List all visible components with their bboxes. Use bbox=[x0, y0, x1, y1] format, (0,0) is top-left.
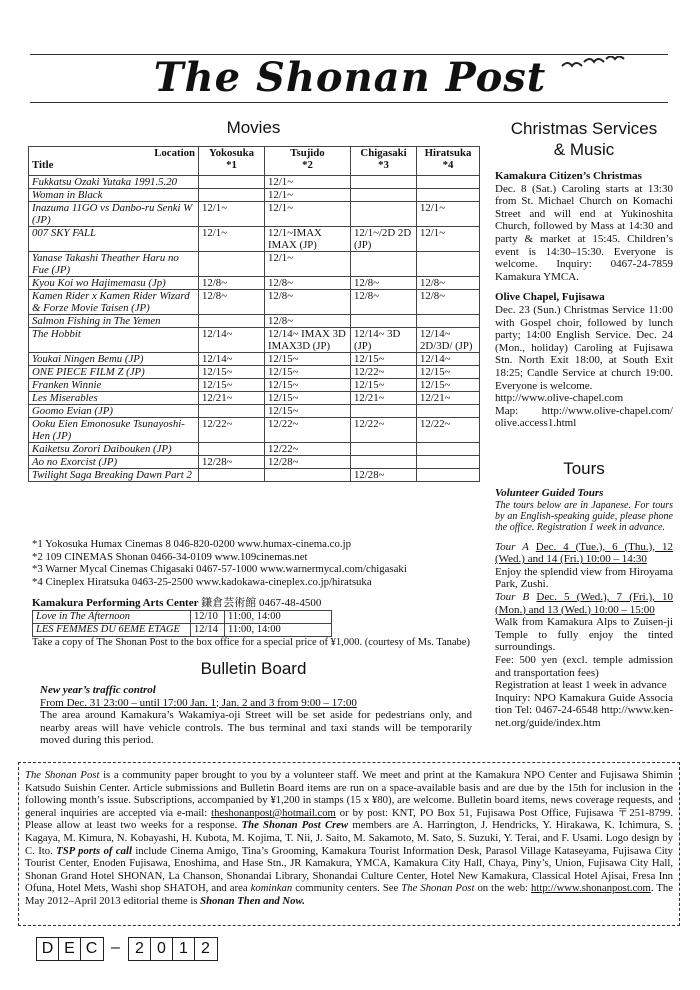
kpac-name-jp: 鎌倉芸術館 bbox=[201, 597, 257, 609]
title-label: Title bbox=[32, 159, 54, 171]
table-row bbox=[33, 611, 332, 624]
movie-title: Kamen Rider x Kamen Rider Wizard & Forze Movie Taisen (JP) bbox=[29, 290, 199, 315]
showing-date: 12/1~/2D 2D (JP) bbox=[351, 227, 417, 252]
showing-date: 12/22~ bbox=[417, 418, 480, 443]
table-row bbox=[29, 443, 480, 456]
date-char: 2 bbox=[129, 938, 151, 960]
movie-title: Ao no Exorcist (JP) bbox=[29, 456, 199, 469]
website-link[interactable]: http://www.shonanpost.com bbox=[531, 882, 651, 895]
event-url[interactable]: http://www.olive-chapel.com bbox=[495, 392, 624, 405]
footnote: *1 Yokosuka Humax Cinemas 8 046-820-0200 www.humax-cinema.co.jp bbox=[32, 538, 351, 550]
email-link[interactable]: theshonanpost@hotmail.com bbox=[211, 806, 336, 819]
showing-date: 12/1~ bbox=[265, 189, 351, 202]
showing-date: 12/14~ bbox=[199, 353, 265, 366]
tours-heading: Tours bbox=[563, 459, 605, 478]
editorial-theme: Shonan Then and Now. bbox=[200, 894, 305, 907]
info-box: The Shonan Post is a community paper brought to you by a volunteer staff. We meet and print at the Kamakura NPO Center and Fujisawa Shimin Katsudo Suishin Center. Article submissions and Bulletin Board items are run on a space-available basis and are due by the 15th for inclusion in the following month’s issue. Subscriptions, accompanied by ¥1,200 in stamps (15 x ¥80), are welcome. Bulletin board items, news coverage requests, and general inquiries are accepted via e-mail: theshonanpost@hotmail.com or by post: KNT, PO Box 51, Fujisawa Post Office, Fujisawa 〒251-8799. Please allow at least two weeks for a response. The Shonan Post Crew members are A. Harrington, J. Hendricks, Y. Hirakawa, K. Ichimura, S. Kagaya, M. Kimura, N. Kobayashi, H. Kubota, M. Kojima, T. Nii, J. Saito, M. Sakamoto, M. Sato, S. Suzuki, Y. Terai, and F. Usami. Logo design by C. Ito. TSP ports of call include Cinema Amigo, Tina’s Grooming, Kamakura Tourist Information Desk, Parasol Village Kataseyama, Fujisawa City Tourist Center, Enoden Fujisawa, Enoshima, and Hase Stn., JR Kamakura, YMCA, Kamakura City Hall, Chaya, Piny’s, Union, Fujisawa City Hall, Shonan Grand Hotel SHONAN, La Chanson, Shonandai Library, Shonandai Culture Center, Hotel New Kamakura, Classical Hotel Ajisai, Fresa Inn Ofuna, Hotel Mets, Washi shop SHATOH, and area kominkan community centers. See The Shonan Post on the web: http://www.shonanpost.com. The May 2012–April 2013 editorial theme is Shonan Then and Now. bbox=[18, 762, 680, 926]
tour-b-body: Walk from Kamakura Alps to Zuisen-ji Temple to fully enjoy the tinted surroundings. bbox=[495, 616, 673, 654]
showing-date: 12/21~ bbox=[417, 392, 480, 405]
showing-date: 12/1~ bbox=[265, 176, 351, 189]
showing-date bbox=[199, 443, 265, 456]
movie-title: Twilight Saga Breaking Dawn Part 2 bbox=[29, 469, 199, 482]
date-char: 2 bbox=[201, 940, 210, 957]
event-map-url[interactable]: Map: http://www.olive-chapel.com/ olive.access1.html bbox=[495, 404, 673, 430]
bulletin-item-title: New year’s traffic control bbox=[40, 684, 156, 696]
showing-date bbox=[351, 456, 417, 469]
table-row bbox=[29, 353, 480, 366]
kpac-name: Kamakura Performing Arts Center bbox=[32, 597, 199, 609]
tours-title: Volunteer Guided Tours bbox=[495, 487, 604, 499]
location-label: Location bbox=[154, 147, 195, 159]
kpac-time: 11:00, 14:00 bbox=[225, 624, 332, 637]
theater-header: Hiratsuka *4 bbox=[417, 147, 480, 176]
table-row bbox=[29, 392, 480, 405]
kpac-date: 12/14 bbox=[191, 624, 225, 637]
showing-date bbox=[351, 176, 417, 189]
showing-date: 12/14~ 2D/3D/ (JP) bbox=[417, 328, 480, 353]
showing-date bbox=[351, 202, 417, 227]
table-row bbox=[33, 624, 332, 637]
date-char: D bbox=[37, 938, 59, 960]
showing-date: 12/15~ bbox=[199, 366, 265, 379]
showing-date: 12/1~ bbox=[265, 202, 351, 227]
date-char: 1 bbox=[173, 938, 195, 960]
issue-month bbox=[36, 937, 104, 961]
showing-date: 12/15~ bbox=[265, 392, 351, 405]
movie-title: Les Miserables bbox=[29, 392, 199, 405]
movie-title: Yanase Takashi Theather Haru no Fue (JP) bbox=[29, 252, 199, 277]
showing-date bbox=[351, 315, 417, 328]
showing-date bbox=[417, 443, 480, 456]
showing-date: 12/15~ bbox=[351, 379, 417, 392]
kpac-phone: 0467-48-4500 bbox=[259, 597, 322, 609]
showing-date: 12/8~ bbox=[265, 315, 351, 328]
movie-title: 007 SKY FALL bbox=[29, 227, 199, 252]
showing-date: 12/8~ bbox=[351, 277, 417, 290]
showing-date bbox=[417, 456, 480, 469]
table-row bbox=[29, 277, 480, 290]
movie-title: Fukkatsu Ozaki Yutaka 1991.5.20 bbox=[29, 176, 199, 189]
table-row bbox=[29, 456, 480, 469]
showing-date bbox=[265, 469, 351, 482]
issue-year bbox=[128, 937, 218, 961]
showing-date: 12/15~ bbox=[417, 379, 480, 392]
showing-date bbox=[351, 443, 417, 456]
movie-title: The Hobbit bbox=[29, 328, 199, 353]
issue-dash: – bbox=[111, 939, 120, 956]
showing-date bbox=[417, 252, 480, 277]
theater-footnotes bbox=[32, 538, 482, 588]
movie-title: Salmon Fishing in The Yemen bbox=[29, 315, 199, 328]
christmas-section bbox=[495, 170, 673, 430]
showing-date: 12/8~ bbox=[265, 277, 351, 290]
showing-date: 12/21~ bbox=[199, 392, 265, 405]
showing-date: 12/22~ bbox=[199, 418, 265, 443]
bulletin-item-dates: From Dec. 31 23:00 – until 17:00 Jan. 1; Jan. 2 and 3 from 9:00 – 17:00 bbox=[40, 696, 357, 709]
kpac-title: Love in The Afternoon bbox=[33, 611, 191, 624]
bulletin-item-body: The area around Kamakura’s Wakamiya-oji Street will be set aside for pedestrians only, and nearby areas will have vehicle controls. The bus terminal and taxi stands will be temporarily moved during this period. bbox=[40, 709, 472, 746]
showing-date: 12/8~ bbox=[417, 290, 480, 315]
date-char: C bbox=[85, 940, 98, 957]
showing-date: 12/8~ bbox=[199, 290, 265, 315]
showing-date: 12/22~ bbox=[265, 443, 351, 456]
showing-date: 12/8~ bbox=[417, 277, 480, 290]
table-row bbox=[29, 176, 480, 189]
footnote: *2 109 CINEMAS Shonan 0466-34-0109 www.109cinemas.net bbox=[32, 550, 308, 563]
showing-date bbox=[199, 176, 265, 189]
showing-date bbox=[351, 252, 417, 277]
movie-title: Woman in Black bbox=[29, 189, 199, 202]
footnote: *4 Cineplex Hiratsuka 0463-25-2500 www.kadokawa-cineplex.co.jp/hiratsuka bbox=[32, 575, 372, 588]
kpac-title: LES FEMMES DU 6EME ETAGE bbox=[33, 624, 191, 637]
showing-date: 12/14~ IMAX 3D IMAX3D (JP) bbox=[265, 328, 351, 353]
showing-date bbox=[417, 469, 480, 482]
showing-date bbox=[199, 405, 265, 418]
event-body: Dec. 8 (Sat.) Caroling starts at 13:30 from St. Michael Church on Komachi Street and will end at Yukinoshita Church, followed by Mass at 14:30 and party & market at 15:45. Children’s event is 14:30–15:30. Everyone is welcome. Inquiry: 0467-24-7859 Kamakura YMCA. bbox=[495, 182, 673, 283]
tours-intro: The tours below are in Japanese. For tours by an English-speaking guide, please phone the office. Registration 1 week in advance. bbox=[495, 499, 673, 533]
bulletin-heading: Bulletin Board bbox=[200, 659, 307, 678]
event-title: Olive Chapel, Fujisawa bbox=[495, 291, 605, 304]
showing-date: 12/14~ 3D (JP) bbox=[351, 328, 417, 353]
date-char: E bbox=[59, 938, 81, 960]
tour-registration: Registration at least 1 week in advance bbox=[495, 679, 667, 692]
showing-date bbox=[417, 405, 480, 418]
movie-title: Youkai Ningen Bemu (JP) bbox=[29, 353, 199, 366]
paper-name: The Shonan Post bbox=[401, 882, 475, 895]
table-row bbox=[29, 227, 480, 252]
table-row bbox=[29, 290, 480, 315]
table-row bbox=[29, 418, 480, 443]
theater-header: Tsujido *2 bbox=[265, 147, 351, 176]
movies-table bbox=[28, 146, 480, 482]
table-row bbox=[29, 328, 480, 353]
christmas-heading: Christmas Services & Music bbox=[510, 119, 658, 159]
movie-title: ONE PIECE FILM Z (JP) bbox=[29, 366, 199, 379]
kpac-note: Take a copy of The Shonan Post to the box office for a special price of ¥1,000. (courtesy of Ms. Tanabe) bbox=[32, 637, 470, 648]
seagulls-icon bbox=[560, 56, 630, 80]
movie-title: Kaiketsu Zorori Daibouken (JP) bbox=[29, 443, 199, 456]
paper-name: The Shonan Post bbox=[25, 769, 100, 781]
showing-date: 12/8~ bbox=[199, 277, 265, 290]
kpac-table bbox=[32, 610, 332, 637]
showing-date: 12/22~ bbox=[351, 366, 417, 379]
theater-header: Chigasaki *3 bbox=[351, 147, 417, 176]
date-char: 0 bbox=[151, 938, 173, 960]
table-row bbox=[29, 315, 480, 328]
showing-date bbox=[199, 189, 265, 202]
showing-date: 12/15~ bbox=[199, 379, 265, 392]
masthead-title: The Shonan Post bbox=[153, 54, 547, 101]
kpac-date: 12/10 bbox=[191, 611, 225, 624]
showing-date bbox=[199, 252, 265, 277]
movie-title: Kyou Koi wo Hajimemasu (Jp) bbox=[29, 277, 199, 290]
tours-section bbox=[495, 487, 673, 730]
showing-date bbox=[199, 315, 265, 328]
showing-date: 12/1~ bbox=[265, 252, 351, 277]
table-row bbox=[29, 379, 480, 392]
tour-a: Tour A Dec. 4 (Tue.), 6 (Thu.), 12 (Wed.) and 14 (Fri.) 10:00 – 14:30 bbox=[495, 540, 673, 566]
showing-date: 12/1~ bbox=[417, 202, 480, 227]
movie-title: Ooku Eien Emonosuke Tsunayoshi-Hen (JP) bbox=[29, 418, 199, 443]
table-row bbox=[29, 189, 480, 202]
movies-heading: Movies bbox=[226, 118, 281, 137]
tour-inquiry: Inquiry: NPO Kamakura Guide Association Tel: 0467-24-6548 http://www.ken-net.org/guide/index.htm bbox=[495, 691, 673, 729]
showing-date: 12/28~ bbox=[265, 456, 351, 469]
event-title: Kamakura Citizen’s Christmas bbox=[495, 170, 642, 182]
kpac-time: 11:00, 14:00 bbox=[225, 611, 332, 624]
showing-date: 12/8~ bbox=[351, 290, 417, 315]
table-row bbox=[29, 405, 480, 418]
table-row bbox=[29, 469, 480, 482]
showing-date: 12/15~ bbox=[265, 353, 351, 366]
showing-date: 12/28~ bbox=[351, 469, 417, 482]
showing-date: 12/1~IMAX IMAX (JP) bbox=[265, 227, 351, 252]
movies-header-row bbox=[29, 147, 480, 176]
kpac-heading bbox=[32, 597, 482, 610]
showing-date: 12/15~ bbox=[351, 353, 417, 366]
tour-b: Tour B Dec. 5 (Wed.), 7 (Fri.), 10 (Mon.) and 13 (Wed.) 10:00 – 15:00 bbox=[495, 590, 674, 616]
table-row bbox=[29, 252, 480, 277]
showing-date: 12/15~ bbox=[265, 405, 351, 418]
event-body: Dec. 23 (Sun.) Christmas Service 11:00 with Gospel choir, followed by lunch party; 14:00 English Service. Dec. 24 (Mon., holiday) Caroling at Fujisawa Stn. North Exit 18:00, at South Exit 18:25; Candle Service at church 19:00. Everyone is welcome. bbox=[495, 303, 673, 392]
showing-date: 12/21~ bbox=[351, 392, 417, 405]
crew-label: The Shonan Post Crew bbox=[241, 819, 349, 832]
footnote: *3 Warner Mycal Cinemas Chigasaki 0467-57-1000 www.warnermycal.com/chigasaki bbox=[32, 563, 407, 575]
table-row bbox=[29, 202, 480, 227]
tour-a-body: Enjoy the splendid view from Hiroyama Park, Zushi. bbox=[495, 565, 673, 591]
showing-date: 12/22~ bbox=[351, 418, 417, 443]
table-row bbox=[29, 366, 480, 379]
ports-label: TSP ports of call bbox=[56, 844, 132, 857]
showing-date: 12/1~ bbox=[199, 227, 265, 252]
showing-date: 12/28~ bbox=[199, 456, 265, 469]
showing-date bbox=[417, 315, 480, 328]
showing-date bbox=[417, 176, 480, 189]
bulletin-item bbox=[40, 684, 472, 747]
masthead-rule bbox=[30, 102, 668, 103]
showing-date: 12/15~ bbox=[417, 366, 480, 379]
showing-date: 12/15~ bbox=[265, 366, 351, 379]
showing-date bbox=[199, 469, 265, 482]
showing-date: 12/14~ bbox=[417, 353, 480, 366]
movie-title: Goomo Evian (JP) bbox=[29, 405, 199, 418]
showing-date: 12/8~ bbox=[265, 290, 351, 315]
theater-header: Yokosuka *1 bbox=[199, 147, 265, 176]
showing-date: 12/22~ bbox=[265, 418, 351, 443]
showing-date bbox=[351, 405, 417, 418]
movie-title: Franken Winnie bbox=[29, 379, 199, 392]
movie-title: Inazuma 11GO vs Danbo-ru Senki W (JP) bbox=[29, 202, 199, 227]
tour-fee: Fee: 500 yen (excl. temple admission and transportation fees) bbox=[495, 653, 673, 679]
showing-date bbox=[417, 189, 480, 202]
showing-date: 12/1~ bbox=[199, 202, 265, 227]
location-title-header bbox=[29, 147, 199, 176]
showing-date: 12/1~ bbox=[417, 227, 480, 252]
showing-date: 12/15~ bbox=[265, 379, 351, 392]
showing-date bbox=[351, 189, 417, 202]
showing-date: 12/14~ bbox=[199, 328, 265, 353]
